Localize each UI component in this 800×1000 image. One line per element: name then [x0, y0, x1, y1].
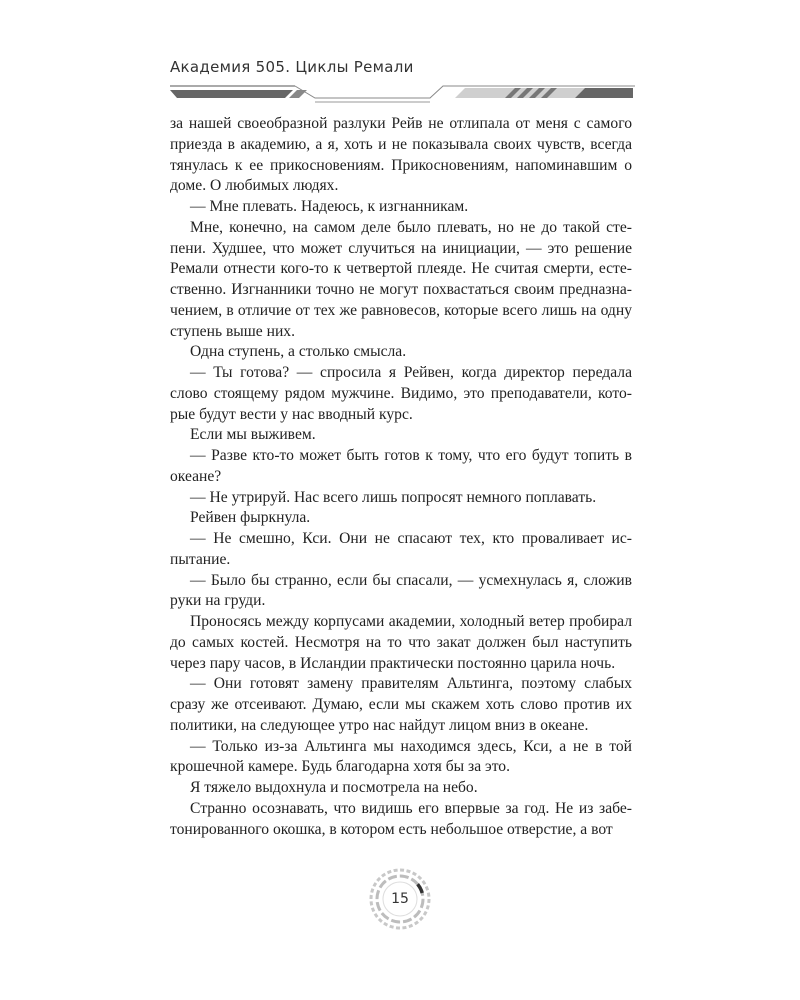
paragraph: — Разве кто-то может быть готов к тому, что его будут топить в океане?: [170, 447, 632, 485]
paragraph: Рейвен фыркнула.: [190, 509, 311, 527]
paragraph: Мне, конечно, на самом деле было плевать, но не до такой степени. Худшее, что может случиться на инициации, — это решение Ремали отнести кого-то к четвертой плеяде. Не считая смерти, естественно. Изгнанники точно не могут похвастаться своим предназначением, в отличие от тех же равновесов, которые всего лишь на одну ступень выше них.: [170, 218, 632, 340]
paragraph: за нашей своеобразной разлуки Рейв не отлипала от меня с самого приезда в академию, а я, хоть и не показывала своих чувств, всегда тянулась к ее прикосновениям. Прикосновениям, напоминавшим о доме. О любимых людях.: [170, 115, 632, 195]
paragraph: — Ты готова? — спросила я Рейвен, когда директор передала слово стоящему рядом мужчине. Видимо, это преподаватели, которые будут вести у нас вводный курс.: [170, 364, 632, 423]
header-ornament: [165, 80, 635, 104]
paragraph: — Они готовят замену правителям Альтинга, поэтому слабых сразу же отсеивают. Думаю, если мы скажем хоть слово против их политики, на следующее утро нас найдут лицом вниз в океане.: [170, 675, 632, 734]
paragraph: — Не утрируй. Нас всего лишь попросят немного поплавать.: [190, 488, 597, 506]
paragraph: — Мне плевать. Надеюсь, к изгнанникам.: [190, 198, 469, 215]
paragraph: Странно осознавать, что видишь его впервые за год. Не из забетонированного окошка, в котором есть небольшое отверстие, а вот: [170, 799, 632, 838]
paragraph: — Только из-за Альтинга мы находимся здесь, Кси, а не в той крошечной камере. Будь благодарна хотя бы за это.: [170, 737, 632, 776]
paragraph: — Не смешно, Кси. Они не спасают тех, кто проваливает испытание.: [170, 530, 632, 568]
paragraph: Если мы выживем.: [190, 426, 316, 444]
paragraph: Одна ступень, а столько смысла.: [190, 343, 407, 361]
page-number: 15: [391, 891, 409, 907]
running-header-title: Академия 505. Циклы Ремали: [170, 58, 414, 76]
paragraph: Проносясь между корпусами академии, холодный ветер пробирал до самых костей. Несмотря на то что закат должен был наступить через пару часов, в Исландии практически постоянно царила ночь.: [170, 613, 632, 672]
paragraph: Я тяжело выдохнула и посмотрела на небо.: [190, 779, 478, 796]
paragraph: — Было бы странно, если бы спасали, — усмехнулась я, сложив руки на груди.: [170, 571, 632, 610]
page-body-text: [170, 114, 632, 840]
